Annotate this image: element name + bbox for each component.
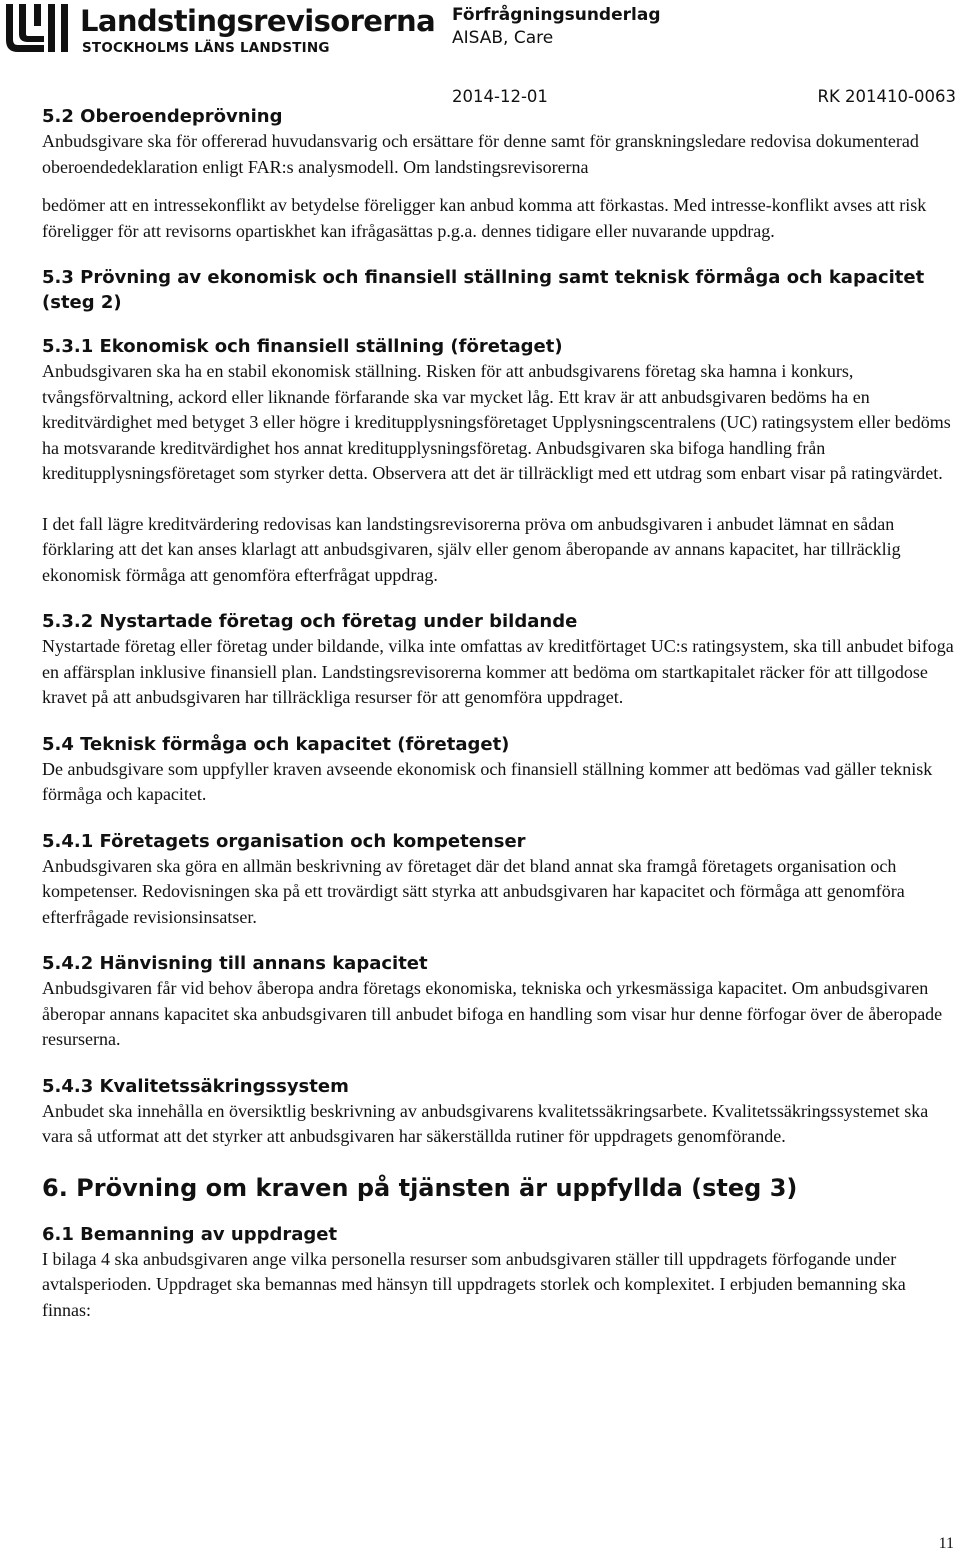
section-heading-5-3-1: 5.3.1 Ekonomisk och finansiell ställning (företaget) bbox=[42, 336, 563, 357]
section-heading-5-4-3: 5.4.3 Kvalitetssäkringssystem bbox=[42, 1075, 349, 1097]
chapter-heading-6: 6. Prövning om kraven på tjänsten är uppfyllda (steg 3) bbox=[42, 1173, 798, 1202]
section-5-2-paragraph-1: Anbudsgivare ska för offererad huvudansvarig och ersättare för denne samt för granskningsledare redovisa dokumenterad oberoendedeklaration enligt FAR:s analysmodell. Om landstingsrevisorerna bbox=[42, 131, 919, 177]
section-5-4-paragraph-1: De anbudsgivare som uppfyller kraven avseende ekonomisk och finansiell ställning kommer att bedömas vad gäller teknisk förmåga och kapacitet. bbox=[42, 758, 933, 804]
logo-subtitle: STOCKHOLMS LÄNS LANDSTING bbox=[82, 40, 330, 56]
section-5-4-2-paragraph-1: Anbudsgivaren får vid behov åberopa andra företags ekonomiska, tekniska och yrkesmässiga kapacitet. Om anbudsgivaren åberopar annans kapacitet ska anbudsgivaren till anbudet bifoga en handling som visar hur denne förfogar över de åberopade resurserna. bbox=[42, 978, 943, 1049]
section-heading-5-3: 5.3 Prövning av ekonomisk och finansiell ställning samt teknisk förmåga och kapacitet (steg 2) bbox=[42, 267, 925, 313]
document-body bbox=[42, 104, 954, 1323]
document-reference: RK 201410-0063 bbox=[817, 87, 956, 106]
page-number: 11 bbox=[938, 1535, 954, 1552]
section-heading-5-2: 5.2 Oberoendeprövning bbox=[42, 106, 283, 127]
section-5-3-1-paragraph-1: Anbudsgivaren ska ha en stabil ekonomisk ställning. Risken för att anbudsgivarens företag ska hamna i konkurs, tvångsförvaltning, ackord eller liknande förfarande ska var mycket låg. Ett krav är att anbudsgivaren bedöms ha en kreditvärdighet med betyget 3 eller högre i kreditupplysningsföretaget Upplysningscentralens (UC) ratingsystem eller bedöms ha motsvarande kreditvärdighet hos annat kreditupplysningsföretag. Anbudsgivaren ska bifoga handling från kreditupplysningsföretaget som styrker detta. Observera att det är tillräckligt med ett utdrag som enbart visar på ratingvärdet. bbox=[42, 361, 951, 483]
section-heading-6-1: 6.1 Bemanning av uppdraget bbox=[42, 1223, 338, 1245]
page-header bbox=[0, 0, 960, 110]
section-5-2-paragraph-2: bedömer att en intressekonflikt av betydelse föreligger kan anbud komma att förkastas. Med intresse-konflikt avses att risk föreligger för att revisorns opartiskhet kan ifrågasättas p.g.a. dennes tidigare eller nuvarande uppdrag. bbox=[42, 195, 927, 241]
section-heading-5-3-2: 5.3.2 Nystartade företag och företag under bildande bbox=[42, 611, 578, 632]
logo-mark-icon bbox=[4, 2, 74, 54]
section-heading-5-4-1: 5.4.1 Företagets organisation och kompetenser bbox=[42, 830, 526, 852]
document-date: 2014-12-01 bbox=[452, 87, 548, 106]
section-heading-5-4-2: 5.4.2 Hänvisning till annans kapacitet bbox=[42, 953, 428, 974]
section-5-4-1-paragraph-1: Anbudsgivaren ska göra en allmän beskrivning av företaget där det bland annat ska framgå företagets organisation och kompetenser. Redovisningen ska på ett trovärdigt sätt styrka att anbudsgivaren har kapacitet och förmåga att genomföra efterfrågade revisionsinsatser. bbox=[42, 855, 905, 927]
document-type: Förfrågningsunderlag bbox=[452, 5, 661, 25]
section-5-3-2-paragraph-1: Nystartade företag eller företag under bildande, vilka inte omfattas av kreditförtaget UC:s ratingsystem, ska till anbudet bifoga en affärsplan inklusive finansiell plan. Landstingsrevisorerna kommer att bedöma om startkapitalet räcker för att tillgodose kravet på att anbudsgivaren har tillräckliga resurser för att genomföra uppdraget. bbox=[42, 636, 954, 707]
section-5-3-1-paragraph-2: I det fall lägre kreditvärdering redovisas kan landstingsrevisorerna pröva om anbudsgivaren i anbudet lämnat en sådan förklaring att det kan anses klarlagt att anbudsgivaren, själv eller genom åberopande av annans kapacitet, har tillräcklig ekonomisk förmåga att genomföra efterfrågat uppdrag. bbox=[42, 513, 901, 585]
section-6-1-paragraph-1: I bilaga 4 ska anbudsgivaren ange vilka personella resurser som anbudsgivaren ställer till uppdragets förfogande under avtalsperioden. Uppdraget ska bemannas med hänsyn till uppdragets storlek och komplexitet. I erbjuden bemanning ska finnas: bbox=[42, 1248, 906, 1320]
landstingsrevisorerna-logo bbox=[4, 2, 436, 56]
section-5-4-3-paragraph-1: Anbudet ska innehålla en översiktlig beskrivning av anbudsgivarens kvalitetssäkringsarbete. Kvalitetssäkringssystemet ska vara så utformat att det styrker att anbudsgivaren har säkerställda rutiner för uppdragets genomförande. bbox=[42, 1100, 929, 1146]
document-subject: AISAB, Care bbox=[452, 28, 554, 48]
logo-name: Landstingsrevisorerna bbox=[80, 4, 436, 38]
section-heading-5-4: 5.4 Teknisk förmåga och kapacitet (företaget) bbox=[42, 733, 510, 755]
